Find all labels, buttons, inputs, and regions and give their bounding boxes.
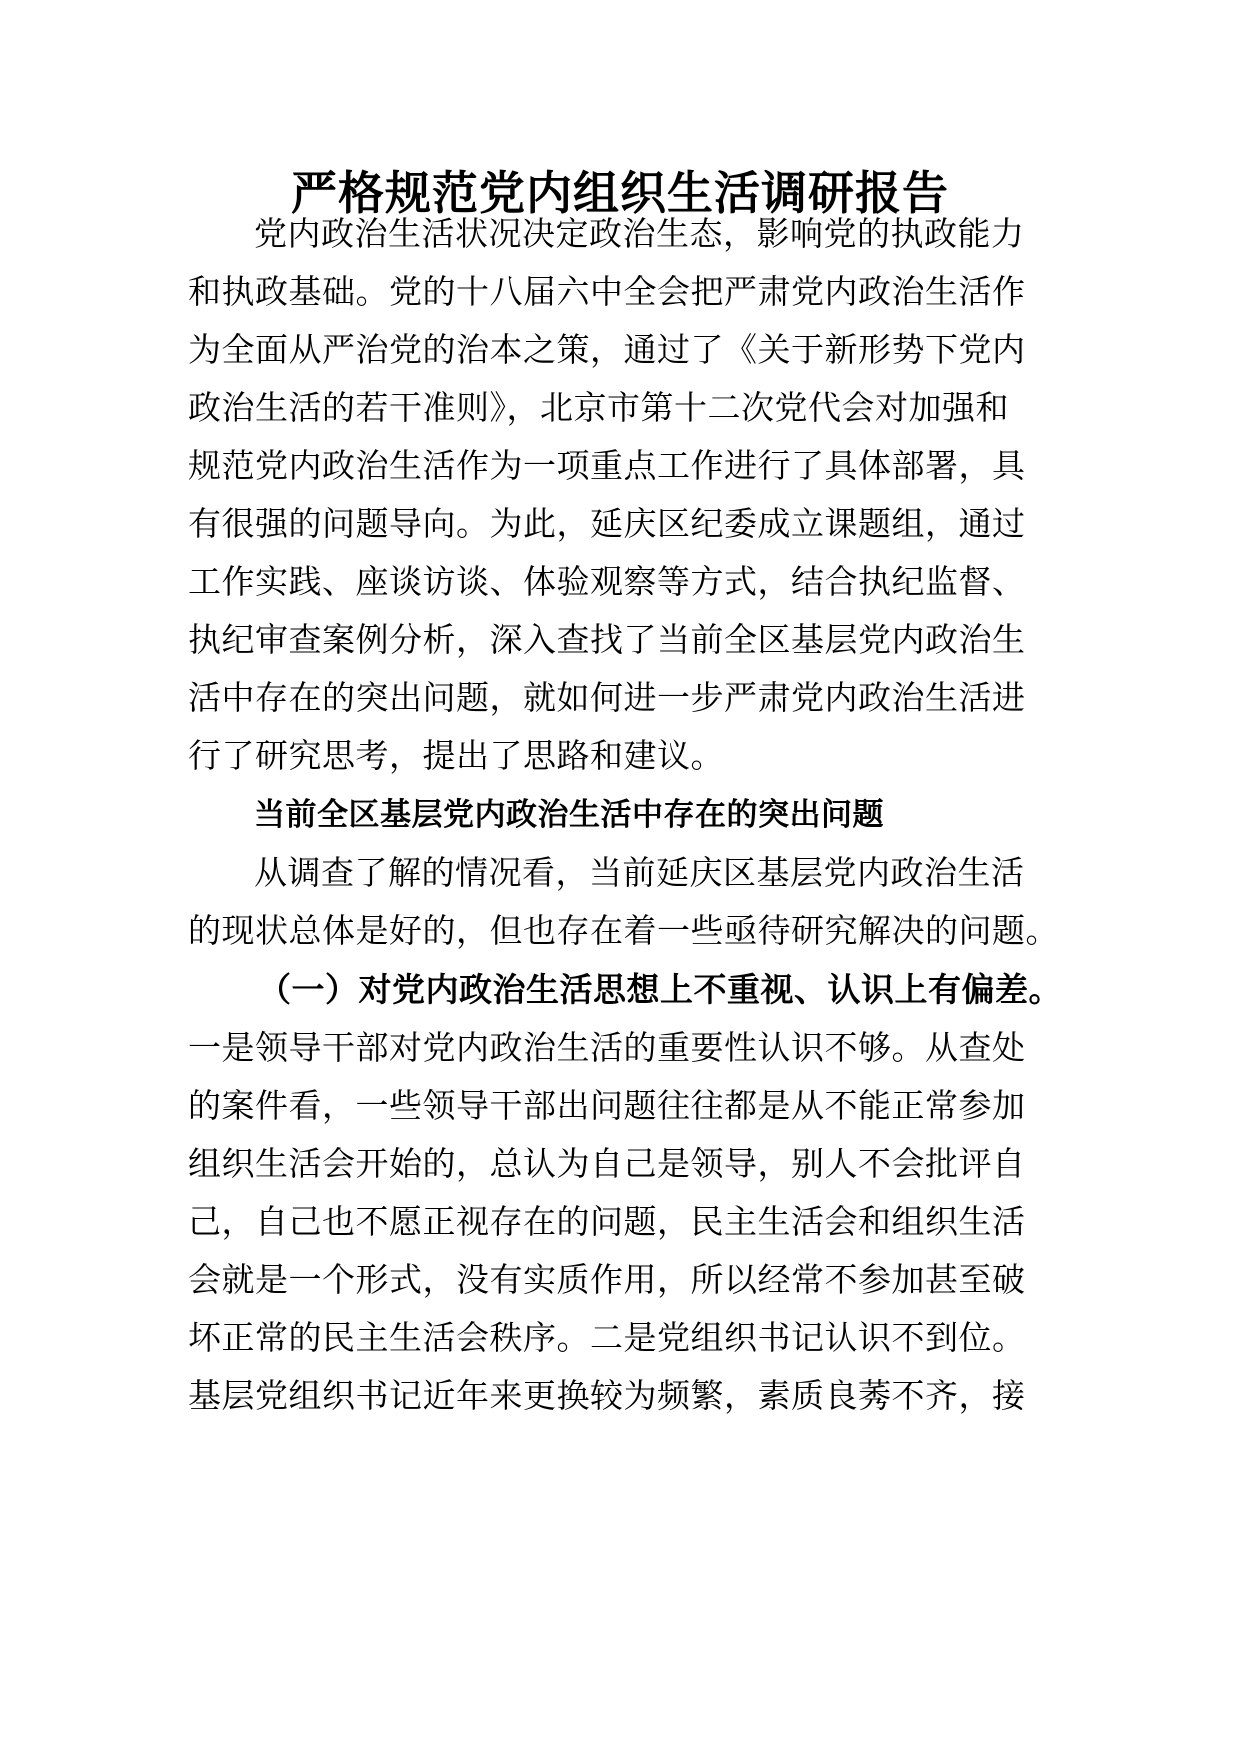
sub-line-1: 一是领导干部对党内政治生活的重要性认识不够。从查处 bbox=[188, 1028, 1026, 1067]
intro-line-3: 为全面从严治党的治本之策，通过了《关于新形势下党内 bbox=[188, 330, 1026, 369]
section-line-1: 从调查了解的情况看，当前延庆区基层党内政治生活 bbox=[254, 853, 1025, 892]
section-heading: 当前全区基层党内政治生活中存在的突出问题 bbox=[254, 797, 884, 833]
intro-line-9: 活中存在的突出问题，就如何进一步严肃党内政治生活进 bbox=[188, 678, 1026, 717]
sub-line-6: 坏正常的民主生活会秩序。二是党组织书记认识不到位。 bbox=[188, 1318, 1026, 1357]
section-line-2: 的现状总体是好的，但也存在着一些亟待研究解决的问题。 bbox=[188, 911, 1059, 950]
intro-line-1: 党内政治生活状况决定政治生态，影响党的执政能力 bbox=[254, 214, 1025, 253]
intro-line-5: 规范党内政治生活作为一项重点工作进行了具体部署，具 bbox=[188, 446, 1026, 485]
sub-line-7: 基层党组织书记近年来更换较为频繁，素质良莠不齐，接 bbox=[188, 1376, 1026, 1415]
intro-line-6: 有很强的问题导向。为此，延庆区纪委成立课题组，通过 bbox=[188, 504, 1026, 543]
subsection-heading: （一）对党内政治生活思想上不重视、认识上有偏差。 bbox=[258, 970, 1062, 1009]
intro-line-8: 执纪审查案例分析，深入查找了当前全区基层党内政治生 bbox=[188, 620, 1026, 659]
intro-line-7: 工作实践、座谈访谈、体验观察等方式，结合执纪监督、 bbox=[188, 562, 1026, 601]
sub-line-3: 组织生活会开始的，总认为自己是领导，别人不会批评自 bbox=[188, 1144, 1026, 1183]
sub-line-5: 会就是一个形式，没有实质作用，所以经常不参加甚至破 bbox=[188, 1260, 1026, 1299]
sub-line-2: 的案件看，一些领导干部出问题往往都是从不能正常参加 bbox=[188, 1086, 1026, 1125]
document-title: 严格规范党内组织生活调研报告 bbox=[291, 166, 949, 220]
intro-line-4: 政治生活的若干准则》，北京市第十二次党代会对加强和 bbox=[188, 388, 1009, 427]
sub-line-4: 己，自己也不愿正视存在的问题，民主生活会和组织生活 bbox=[188, 1202, 1026, 1241]
intro-line-10: 行了研究思考，提出了思路和建议。 bbox=[188, 736, 724, 775]
intro-line-2: 和执政基础。党的十八届六中全会把严肃党内政治生活作 bbox=[188, 272, 1026, 311]
